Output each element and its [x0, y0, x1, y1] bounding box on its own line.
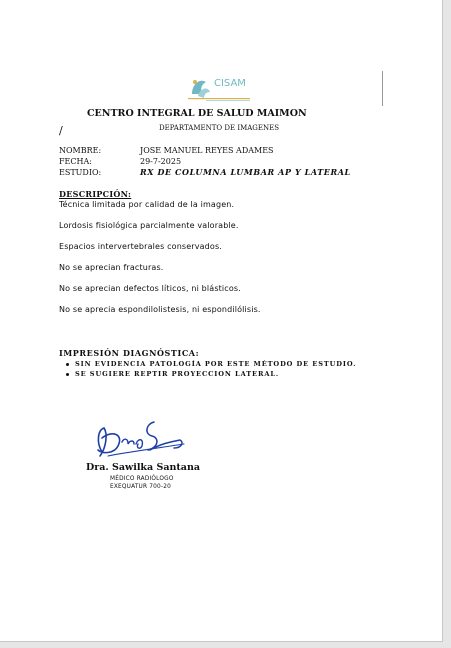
- impression-title: IMPRESIÓN DIAGNÓSTICA:: [59, 348, 200, 358]
- finding-item: No se aprecian defectos líticos, ni blásticos.: [59, 284, 241, 293]
- signature-title: MÉDICO RADIÓLOGO: [110, 476, 174, 482]
- finding-item: No se aprecia espondilolistesis, ni espondilólisis.: [59, 305, 261, 314]
- date-label: FECHA:: [59, 157, 92, 166]
- description-title: DESCRIPCIÓN:: [59, 189, 132, 199]
- impression-item: SE SUGIERE REPTIR PROYECCION LATERAL.: [75, 370, 280, 378]
- finding-item: Lordosis fisiológica parcialmente valorable.: [59, 221, 239, 230]
- divider-line: [382, 71, 383, 106]
- finding-item: Espacios intervertebrales conservados.: [59, 242, 222, 251]
- center-name: CENTRO INTEGRAL DE SALUD MAIMON: [87, 108, 307, 119]
- study-value: RX DE COLUMNA LUMBAR AP Y LATERAL: [140, 167, 351, 177]
- slash-mark: /: [59, 124, 63, 137]
- handwritten-signature: [88, 412, 188, 466]
- department-name: DEPARTAMENTO DE IMAGENES: [159, 124, 280, 132]
- patient-name-label: NOMBRE:: [59, 146, 102, 155]
- finding-item: Técnica limitada por calidad de la imagen.: [59, 200, 235, 209]
- study-label: ESTUDIO:: [59, 168, 102, 177]
- impression-item: SIN EVIDENCIA PATOLOGÍA POR ESTE MÉTODO DE ESTUDIO.: [75, 360, 357, 368]
- signature-name: Dra. Sawilka Santana: [86, 462, 200, 473]
- date-value: 29-7-2025: [140, 157, 182, 166]
- finding-item: No se aprecian fracturas.: [59, 263, 164, 272]
- patient-name-value: JOSE MANUEL REYES ADAMES: [140, 146, 274, 155]
- logo-text: CISAM: [214, 78, 246, 89]
- signature-license: EXEQUATUR 700-20: [110, 484, 172, 490]
